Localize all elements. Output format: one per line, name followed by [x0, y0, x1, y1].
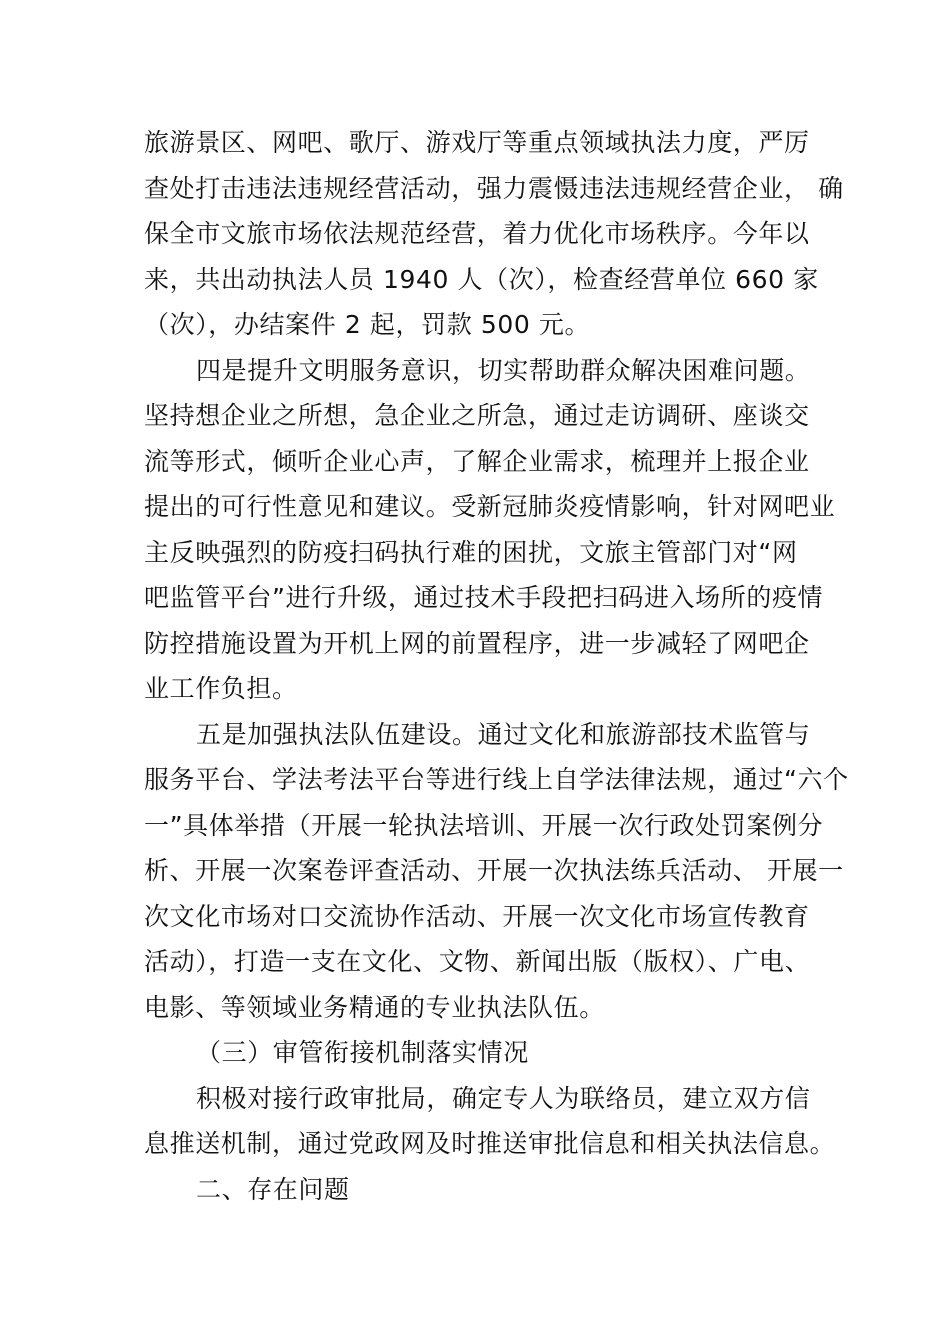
text-line: 主反映强烈的防疫扫码执行难的困扰，文旅主管部门对“网 [144, 537, 798, 567]
text-line: 旅游景区、网吧、歌厅、游戏厅等重点领域执法力度，严厉 [144, 128, 810, 157]
text-line: 息推送机制，通过党政网及时推送审批信息和相关执法信息。 [144, 1129, 836, 1158]
text-line: 流等形式，倾听企业心声，了解企业需求，梳理并上报企业 [144, 446, 810, 476]
paragraph-start: 积极对接行政审批局，确定专人为联络员，建立双方信 [196, 1083, 811, 1113]
text-line: 防控措施设置为开机上网的前置程序，进一步减轻了网吧企 [144, 628, 810, 658]
paragraph-heading: 五是加强执法队伍建设。通过文化和旅游部技术监管与 [196, 719, 811, 749]
section-heading: （三）审管衔接机制落实情况 [196, 1038, 529, 1067]
text-line: 服务平台、学法考法平台等进行线上自学法律法规，通过“六个 [144, 765, 849, 794]
document-body [144, 120, 849, 1212]
text-line: 一”具体举措（开展一轮执法培训、开展一次行政处罚案例分 [144, 810, 824, 840]
text-line: 电影、等领域业务精通的专业执法队伍。 [144, 992, 605, 1022]
text-line: 吧监管平台”进行升级，通过技术手段把扫码进入场所的疫情 [144, 583, 824, 612]
text-line: 保全市文旅市场依法规范经营，着力优化市场秩序。今年以 [144, 219, 810, 248]
text-line: 活动），打造一支在文化、文物、新闻出版（版权）、广电、 [144, 947, 811, 976]
chapter-heading: 二、存在问题 [196, 1174, 350, 1204]
text-line: 查处打击违法违规经营活动，强力震慑违法违规经营企业， 确 [144, 173, 844, 203]
text-line: 来，共出动执法人员 1940 人（次），检查经营单位 660 家 [144, 264, 819, 294]
text-line: （次），办结案件 2 起，罚款 500 元。 [144, 310, 591, 339]
text-line: 次文化市场对口交流协作活动、开展一次文化市场宣传教育 [144, 901, 810, 931]
paragraph-heading: 四是提升文明服务意识，切实帮助群众解决困难问题。 [196, 355, 811, 385]
text-line: 业工作负担。 [144, 674, 298, 703]
text-line: 坚持想企业之所想，急企业之所急，通过走访调研、座谈交 [144, 401, 810, 430]
text-line: 提出的可行性意见和建议。受新冠肺炎疫情影响，针对网吧业 [144, 492, 836, 521]
text-line: 析、开展一次案卷评查活动、开展一次执法练兵活动、 开展一 [144, 856, 844, 885]
